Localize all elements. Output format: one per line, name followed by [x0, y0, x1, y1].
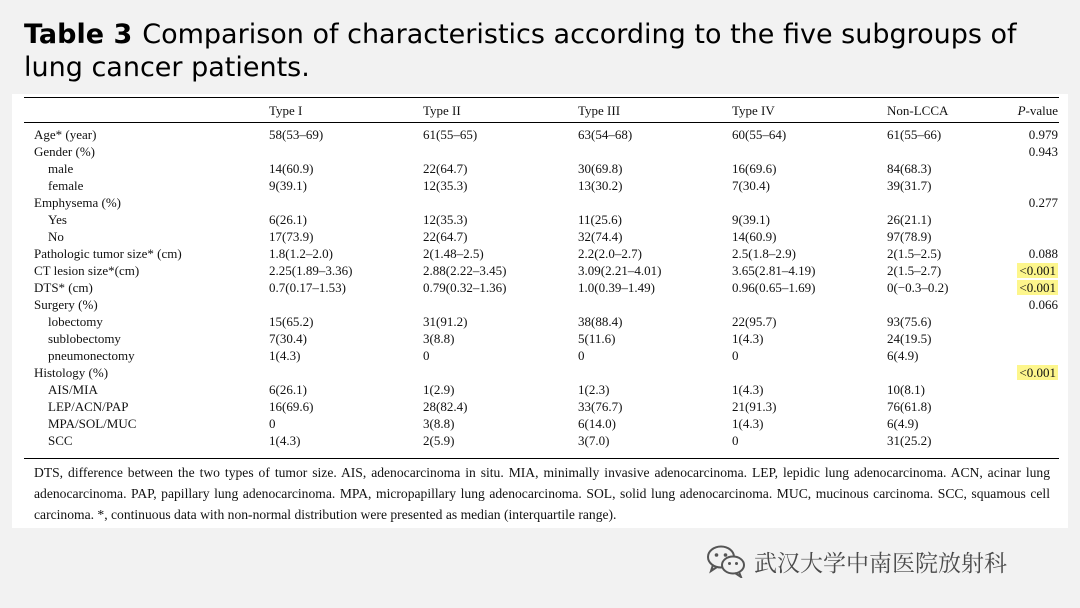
cell-type-1: 1(4.3) [269, 433, 301, 448]
cell-type-3: 5(11.6) [578, 331, 616, 346]
cell-type-1: 16(69.6) [269, 399, 314, 414]
table-row [34, 194, 1062, 211]
cell-non-lcca: 26(21.1) [887, 212, 932, 227]
cell-type-1: 6(26.1) [269, 212, 307, 227]
p-value-text: 0.088 [1028, 246, 1058, 261]
cell-p-value [987, 160, 1062, 177]
cell-type-4: 3.65(2.81–4.19) [732, 263, 816, 278]
table-row [34, 381, 1062, 398]
cell-type-1 [269, 143, 423, 160]
cell-type-1: 9(39.1) [269, 178, 307, 193]
cell-p-value [987, 398, 1062, 415]
header-cell-type-1: Type I [269, 102, 303, 118]
cell-type-1: 17(73.9) [269, 229, 314, 244]
p-value-text: 0.277 [1028, 195, 1058, 210]
cell-type-4: 1(4.3) [732, 416, 764, 431]
cell-type-1: 0.7(0.17–1.53) [269, 280, 346, 295]
p-value-text: <0.001 [1019, 280, 1056, 295]
cell-non-lcca: 31(25.2) [887, 433, 932, 448]
cell-type-2: 0.79(0.32–1.36) [423, 280, 507, 295]
cell-p-value [987, 313, 1062, 330]
cell-type-4: 9(39.1) [732, 212, 770, 227]
cell-type-4 [732, 296, 887, 313]
cell-non-lcca: 0(−0.3–0.2) [887, 280, 949, 295]
cell-type-4: 16(69.6) [732, 161, 777, 176]
cell-p-value [987, 415, 1062, 432]
cell-type-4: 1(4.3) [732, 382, 764, 397]
cell-type-4: 14(60.9) [732, 229, 777, 244]
table-row [34, 313, 1062, 330]
table-number: Table 3 [24, 19, 133, 50]
cell-type-3: 3.09(2.21–4.01) [578, 263, 662, 278]
cell-type-4 [732, 194, 887, 211]
cell-non-lcca: 10(8.1) [887, 382, 925, 397]
table-row [34, 432, 1062, 449]
cell-type-3: 1(2.3) [578, 382, 610, 397]
table-row [34, 228, 1062, 245]
row-label: DTS* (cm) [34, 280, 93, 295]
cell-p-value [987, 245, 1062, 262]
table-row [34, 330, 1062, 347]
table-row [34, 262, 1062, 279]
cell-type-2: 12(35.3) [423, 178, 468, 193]
cell-type-2: 2(5.9) [423, 433, 455, 448]
cell-p-value [987, 262, 1062, 279]
row-label: LEP/ACN/PAP [48, 399, 129, 414]
cell-type-2: 2.88(2.22–3.45) [423, 263, 507, 278]
cell-non-lcca: 2(1.5–2.7) [887, 263, 942, 278]
cell-p-value [987, 177, 1062, 194]
table-row [34, 398, 1062, 415]
cell-p-value [987, 194, 1062, 211]
cell-type-2: 3(8.8) [423, 416, 455, 431]
cell-non-lcca: 39(31.7) [887, 178, 932, 193]
table-caption: Comparison of characteristics according to the five subgroups of lung cancer patients. [24, 19, 1017, 83]
cell-p-value [987, 211, 1062, 228]
cell-type-3: 33(76.7) [578, 399, 623, 414]
cell-non-lcca: 93(75.6) [887, 314, 932, 329]
cell-type-2: 22(64.7) [423, 229, 468, 244]
row-label: Pathologic tumor size* (cm) [34, 246, 182, 261]
row-label: male [48, 161, 74, 176]
table-row [34, 177, 1062, 194]
cell-type-4: 0 [732, 433, 739, 448]
row-label: SCC [48, 433, 73, 448]
cell-type-3: 3(7.0) [578, 433, 610, 448]
cell-type-2: 3(8.8) [423, 331, 455, 346]
table-row [34, 415, 1062, 432]
cell-p-value [987, 228, 1062, 245]
cell-p-value [987, 296, 1062, 313]
cell-p-value [987, 279, 1062, 296]
watermark [706, 541, 1007, 581]
cell-type-3: 32(74.4) [578, 229, 623, 244]
cell-type-1: 6(26.1) [269, 382, 307, 397]
cell-type-3: 0 [578, 348, 585, 363]
cell-non-lcca [887, 296, 987, 313]
row-label: Emphysema (%) [34, 195, 122, 210]
cell-p-value [987, 347, 1062, 364]
cell-non-lcca [887, 143, 987, 160]
table-row [34, 347, 1062, 364]
cell-type-2: 22(64.7) [423, 161, 468, 176]
table-footnote: DTS, difference between the two types of tumor size. AIS, adenocarcinoma in situ. MIA, minimally invasive adenocarcinoma. LEP, lepidic lung adenocarcinoma. ACN, acinar lung adenocarcinoma. PAP, papillary lung adenocarcinoma. MPA, micropapillary lung adenocarcinoma. SOL, solid lung adenocarcinoma. MUC, mucinous carcinoma. SCC, squamous cell carcinoma. *, continuous data with non-normal distribution were presented as median (interquartile range). [34, 465, 1050, 522]
cell-non-lcca: 76(61.8) [887, 399, 932, 414]
cell-type-3 [578, 143, 732, 160]
cell-type-3: 6(14.0) [578, 416, 616, 431]
cell-type-2 [423, 194, 578, 211]
cell-type-4: 22(95.7) [732, 314, 777, 329]
table-panel [12, 94, 1068, 528]
table-row [34, 296, 1062, 313]
cell-type-4: 2.5(1.8–2.9) [732, 246, 796, 261]
cell-type-2: 61(55–65) [423, 127, 478, 142]
cell-p-value [987, 330, 1062, 347]
cell-type-2 [423, 364, 578, 381]
cell-p-value [987, 143, 1062, 160]
cell-type-1 [269, 364, 423, 381]
p-value-text: <0.001 [1019, 263, 1056, 278]
table-title [24, 18, 1054, 84]
cell-type-2 [423, 143, 578, 160]
cell-non-lcca [887, 364, 987, 381]
header-cell-non-lcca: Non-LCCA [887, 102, 949, 118]
table-row [34, 126, 1062, 143]
cell-type-3: 63(54–68) [578, 127, 633, 142]
cell-type-2: 28(82.4) [423, 399, 468, 414]
cell-non-lcca: 84(68.3) [887, 161, 932, 176]
cell-non-lcca: 24(19.5) [887, 331, 932, 346]
row-label: No [48, 229, 64, 244]
cell-type-4 [732, 143, 887, 160]
row-label: sublobectomy [48, 331, 121, 346]
comparison-table [34, 101, 1062, 449]
row-label: Surgery (%) [34, 297, 98, 312]
table-row [34, 211, 1062, 228]
cell-type-3: 30(69.8) [578, 161, 623, 176]
table-row [34, 245, 1062, 262]
cell-p-value [987, 126, 1062, 143]
header-cell-type-4: Type IV [732, 102, 775, 118]
row-label: Age* (year) [34, 127, 97, 142]
table-row [34, 279, 1062, 296]
table-row [34, 143, 1062, 160]
cell-type-3: 38(88.4) [578, 314, 623, 329]
cell-type-1 [269, 194, 423, 211]
cell-type-4: 21(91.3) [732, 399, 777, 414]
p-value-text: 0.943 [1028, 144, 1058, 159]
row-label: AIS/MIA [48, 382, 98, 397]
cell-type-4: 7(30.4) [732, 178, 770, 193]
header-cell-blank [34, 101, 269, 119]
cell-type-3: 2.2(2.0–2.7) [578, 246, 642, 261]
cell-type-2: 1(2.9) [423, 382, 455, 397]
cell-type-2: 31(91.2) [423, 314, 468, 329]
cell-type-2: 0 [423, 348, 430, 363]
cell-type-4: 0 [732, 348, 739, 363]
p-value-text: 0.066 [1028, 297, 1058, 312]
cell-p-value [987, 381, 1062, 398]
cell-type-2: 12(35.3) [423, 212, 468, 227]
cell-type-4: 0.96(0.65–1.69) [732, 280, 816, 295]
table-row [34, 364, 1062, 381]
row-label: pneumonectomy [48, 348, 135, 363]
cell-type-4 [732, 364, 887, 381]
cell-non-lcca [887, 194, 987, 211]
cell-type-1: 2.25(1.89–3.36) [269, 263, 353, 278]
row-label: Gender (%) [34, 144, 95, 159]
row-label: lobectomy [48, 314, 103, 329]
cell-type-3: 1.0(0.39–1.49) [578, 280, 655, 295]
cell-type-1: 1(4.3) [269, 348, 301, 363]
row-label: female [48, 178, 84, 193]
cell-non-lcca: 2(1.5–2.5) [887, 246, 942, 261]
cell-type-1: 58(53–69) [269, 127, 324, 142]
row-label: MPA/SOL/MUC [48, 416, 137, 431]
wechat-icon [706, 544, 746, 578]
cell-non-lcca: 97(78.9) [887, 229, 932, 244]
cell-type-4: 60(55–64) [732, 127, 787, 142]
cell-type-1 [269, 296, 423, 313]
cell-p-value [987, 432, 1062, 449]
top-rule [24, 97, 1059, 98]
header-cell-type-3: Type III [578, 102, 621, 118]
cell-type-2: 2(1.48–2.5) [423, 246, 484, 261]
cell-type-3: 13(30.2) [578, 178, 623, 193]
cell-type-4: 1(4.3) [732, 331, 764, 346]
cell-type-3 [578, 364, 732, 381]
header-cell-type-2: Type II [423, 102, 461, 118]
table-row [34, 160, 1062, 177]
bottom-rule [24, 458, 1059, 459]
cell-type-2 [423, 296, 578, 313]
cell-type-3 [578, 296, 732, 313]
p-value-text: <0.001 [1019, 365, 1056, 380]
cell-type-3: 11(25.6) [578, 212, 622, 227]
cell-type-1: 15(65.2) [269, 314, 314, 329]
header-row [34, 101, 1062, 119]
cell-p-value [987, 364, 1062, 381]
cell-non-lcca: 6(4.9) [887, 416, 919, 431]
row-label: CT lesion size*(cm) [34, 263, 140, 278]
watermark-text: 武汉大学中南医院放射科 [754, 550, 1007, 577]
cell-type-1: 14(60.9) [269, 161, 314, 176]
cell-non-lcca: 6(4.9) [887, 348, 919, 363]
cell-type-1: 0 [269, 416, 276, 431]
row-label: Yes [48, 212, 67, 227]
cell-type-1: 7(30.4) [269, 331, 307, 346]
header-cell-p-value: P-value [1017, 102, 1058, 118]
p-value-text: 0.979 [1028, 127, 1058, 142]
cell-non-lcca: 61(55–66) [887, 127, 942, 142]
row-label: Histology (%) [34, 365, 109, 380]
cell-type-1: 1.8(1.2–2.0) [269, 246, 333, 261]
cell-type-3 [578, 194, 732, 211]
